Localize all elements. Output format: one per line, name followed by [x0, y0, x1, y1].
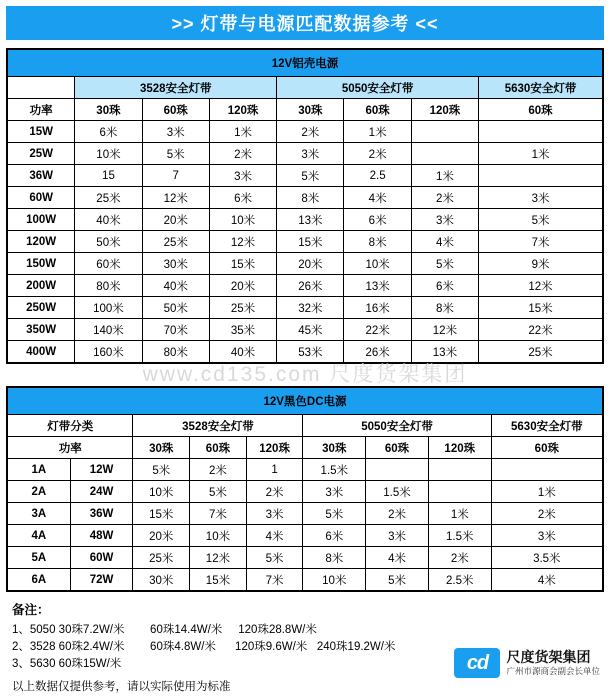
cell: 25米 — [133, 547, 190, 569]
cell: 45米 — [277, 319, 344, 341]
row-label-current: 3A — [8, 503, 71, 525]
cell: 12米 — [142, 187, 209, 209]
row-label: 150W — [8, 253, 75, 275]
col-header-3528-120: 120珠 — [209, 99, 276, 121]
cell: 5米 — [479, 209, 603, 231]
power-match-table-aluminum — [7, 49, 603, 363]
row-label-current: 2A — [8, 481, 71, 503]
col-header-5050-120: 120珠 — [411, 99, 478, 121]
cell: 40米 — [75, 209, 142, 231]
section-title-aluminum: 12V铝壳电源 — [8, 50, 603, 77]
col-header-power: 功率 — [8, 437, 133, 459]
cell: 6米 — [75, 121, 142, 143]
section-header-row — [8, 388, 603, 415]
cell: 50米 — [142, 297, 209, 319]
table-row — [8, 481, 603, 503]
cell: 3米 — [491, 525, 602, 547]
group-5050: 5050安全灯带 — [303, 415, 491, 437]
cell: 3米 — [277, 143, 344, 165]
col-header-3528-60: 60珠 — [142, 99, 209, 121]
cell: 80米 — [142, 341, 209, 363]
table-row — [8, 319, 603, 341]
cell: 15米 — [209, 253, 276, 275]
group-5630: 5630安全灯带 — [491, 415, 602, 437]
table-row — [8, 297, 603, 319]
cell: 30米 — [133, 569, 190, 591]
table-row — [8, 209, 603, 231]
cell: 70米 — [142, 319, 209, 341]
row-label: 100W — [8, 209, 75, 231]
row-label-current: 5A — [8, 547, 71, 569]
cell: 5米 — [190, 481, 247, 503]
cell: 60米 — [75, 253, 142, 275]
cell: 3米 — [366, 525, 429, 547]
cell: 2米 — [209, 143, 276, 165]
cell: 2.5米 — [428, 569, 491, 591]
note-disclaimer: 以上数据仅提供参考，请以实际使用为标准 — [12, 681, 231, 693]
note-line-1: 1、5050 30珠7.2W/米 60珠14.4W/米 120珠28.8W/米 — [12, 624, 317, 636]
cell: 40米 — [142, 275, 209, 297]
cell: 6米 — [209, 187, 276, 209]
cell: 20米 — [133, 525, 190, 547]
group-3528: 3528安全灯带 — [75, 77, 277, 99]
cell: 80米 — [75, 275, 142, 297]
cell: 20米 — [209, 275, 276, 297]
cell: 1.5米 — [303, 459, 366, 481]
col-header-5630-60: 60珠 — [491, 437, 602, 459]
col-header-5050-30: 30珠 — [303, 437, 366, 459]
cell: 22米 — [344, 319, 411, 341]
col-header-5050-30: 30珠 — [277, 99, 344, 121]
cell: 7米 — [190, 503, 247, 525]
column-header-row — [8, 99, 603, 121]
cell: 5米 — [303, 503, 366, 525]
cell: 10米 — [209, 209, 276, 231]
table-block-aluminum — [6, 48, 604, 364]
power-match-table-dc — [7, 387, 603, 591]
cell: 6米 — [303, 525, 366, 547]
cell: 8米 — [344, 231, 411, 253]
cell: 7 — [142, 165, 209, 187]
table-row — [8, 121, 603, 143]
cell: 1 — [246, 459, 303, 481]
note-line-3: 3、5630 60珠15W/米 — [12, 658, 122, 670]
row-label-power: 60W — [70, 547, 133, 569]
table-row — [8, 231, 603, 253]
row-label-power: 36W — [70, 503, 133, 525]
table-row — [8, 547, 603, 569]
logo-company-sub: 广州市源商会副会长单位 — [506, 666, 600, 676]
cell: 4米 — [411, 231, 478, 253]
row-label: 120W — [8, 231, 75, 253]
cell: 8米 — [303, 547, 366, 569]
notes-label: 备注： — [12, 603, 50, 617]
cell: 2米 — [277, 121, 344, 143]
cell: 9米 — [479, 253, 603, 275]
cell: 4米 — [246, 525, 303, 547]
cell: 5米 — [277, 165, 344, 187]
cell — [366, 459, 429, 481]
cell: 4米 — [344, 187, 411, 209]
row-label-power: 12W — [70, 459, 133, 481]
logo-text — [506, 649, 600, 677]
table-block-dc — [6, 386, 604, 592]
cell: 4米 — [366, 547, 429, 569]
table-row — [8, 459, 603, 481]
cell: 5米 — [246, 547, 303, 569]
cell: 1米 — [428, 503, 491, 525]
cell: 12米 — [479, 275, 603, 297]
row-label-power: 24W — [70, 481, 133, 503]
logo-mark-icon: cd — [454, 648, 500, 678]
cell: 25米 — [142, 231, 209, 253]
cell — [479, 165, 603, 187]
cell: 26米 — [344, 341, 411, 363]
cell: 1米 — [344, 121, 411, 143]
group-corner-cell — [8, 77, 75, 99]
page-root — [0, 6, 610, 693]
col-header-3528-60: 60珠 — [190, 437, 247, 459]
cell: 2米 — [190, 459, 247, 481]
table-row — [8, 187, 603, 209]
cell: 13米 — [411, 341, 478, 363]
logo-company-name: 尺度货架集团 — [506, 649, 591, 665]
cell: 20米 — [142, 209, 209, 231]
note-line-2: 2、3528 60珠2.4W/米 60珠4.8W/米 120珠9.6W/米 240珠19.2W/米 — [12, 641, 396, 653]
col-header-3528-30: 30珠 — [133, 437, 190, 459]
cell: 32米 — [277, 297, 344, 319]
row-label: 400W — [8, 341, 75, 363]
cell: 16米 — [344, 297, 411, 319]
cell: 2.5 — [344, 165, 411, 187]
table-row — [8, 143, 603, 165]
cell: 15米 — [133, 503, 190, 525]
cell: 2米 — [366, 503, 429, 525]
cell: 8米 — [411, 297, 478, 319]
cell: 10米 — [75, 143, 142, 165]
cell: 2米 — [344, 143, 411, 165]
category-label: 灯带分类 — [8, 415, 133, 437]
cell: 15米 — [479, 297, 603, 319]
cell — [428, 459, 491, 481]
cell: 12米 — [209, 231, 276, 253]
row-label-power: 72W — [70, 569, 133, 591]
cell — [428, 481, 491, 503]
table-row — [8, 253, 603, 275]
cell: 25米 — [479, 341, 603, 363]
cell: 5米 — [133, 459, 190, 481]
cell: 10米 — [303, 569, 366, 591]
col-header-5050-60: 60珠 — [344, 99, 411, 121]
cell: 1米 — [411, 165, 478, 187]
row-label: 350W — [8, 319, 75, 341]
table-row — [8, 525, 603, 547]
cell: 25米 — [75, 187, 142, 209]
cell: 6米 — [411, 275, 478, 297]
cell: 5米 — [366, 569, 429, 591]
cell: 13米 — [277, 209, 344, 231]
cell: 3米 — [479, 187, 603, 209]
watermark: www.cd135.com 尺度货架集团 — [142, 363, 468, 386]
cell: 3米 — [246, 503, 303, 525]
row-label: 60W — [8, 187, 75, 209]
cell: 30米 — [142, 253, 209, 275]
col-header-5050-60: 60珠 — [366, 437, 429, 459]
cell — [411, 121, 478, 143]
cell: 10米 — [133, 481, 190, 503]
table-row — [8, 503, 603, 525]
cell: 140米 — [75, 319, 142, 341]
row-label: 15W — [8, 121, 75, 143]
cell: 7米 — [479, 231, 603, 253]
table-row — [8, 341, 603, 363]
cell: 10米 — [190, 525, 247, 547]
row-label-current: 6A — [8, 569, 71, 591]
row-label: 36W — [8, 165, 75, 187]
cell — [491, 459, 602, 481]
cell: 2米 — [411, 187, 478, 209]
cell: 7米 — [246, 569, 303, 591]
cell: 1.5米 — [428, 525, 491, 547]
cell: 3米 — [142, 121, 209, 143]
cell: 8米 — [277, 187, 344, 209]
row-label: 200W — [8, 275, 75, 297]
cell: 1米 — [209, 121, 276, 143]
cell: 50米 — [75, 231, 142, 253]
cell: 3.5米 — [491, 547, 602, 569]
page-title: >> 灯带与电源匹配数据参考 << — [6, 6, 604, 40]
cell: 26米 — [277, 275, 344, 297]
cell: 3米 — [209, 165, 276, 187]
row-label-power: 48W — [70, 525, 133, 547]
cell: 25米 — [209, 297, 276, 319]
row-label-current: 1A — [8, 459, 71, 481]
cell: 22米 — [479, 319, 603, 341]
cell: 5米 — [142, 143, 209, 165]
cell: 100米 — [75, 297, 142, 319]
cell: 1米 — [491, 481, 602, 503]
cell: 2米 — [428, 547, 491, 569]
cell: 15米 — [277, 231, 344, 253]
cell: 2米 — [491, 503, 602, 525]
cell: 3米 — [411, 209, 478, 231]
table-row — [8, 569, 603, 591]
col-header-5630-60: 60珠 — [479, 99, 603, 121]
row-label: 25W — [8, 143, 75, 165]
group-header-row — [8, 77, 603, 99]
cell: 6米 — [344, 209, 411, 231]
col-header-5050-120: 120珠 — [428, 437, 491, 459]
cell — [411, 143, 478, 165]
cell: 35米 — [209, 319, 276, 341]
cell: 10米 — [344, 253, 411, 275]
cell: 5米 — [411, 253, 478, 275]
col-header-3528-30: 30珠 — [75, 99, 142, 121]
table-row — [8, 165, 603, 187]
cell: 4米 — [491, 569, 602, 591]
cell: 13米 — [344, 275, 411, 297]
group-header-row — [8, 415, 603, 437]
section-title-dc: 12V黑色DC电源 — [8, 388, 603, 415]
column-header-row — [8, 437, 603, 459]
cell: 3米 — [303, 481, 366, 503]
cell: 1.5米 — [366, 481, 429, 503]
col-header-power: 功率 — [8, 99, 75, 121]
cell: 160米 — [75, 341, 142, 363]
cell: 53米 — [277, 341, 344, 363]
cell: 15米 — [190, 569, 247, 591]
group-5050: 5050安全灯带 — [277, 77, 479, 99]
group-5630: 5630安全灯带 — [479, 77, 603, 99]
cell: 1米 — [479, 143, 603, 165]
row-label: 250W — [8, 297, 75, 319]
col-header-3528-120: 120珠 — [246, 437, 303, 459]
table-row — [8, 275, 603, 297]
cell: 40米 — [209, 341, 276, 363]
company-logo — [454, 648, 600, 678]
cell: 12米 — [190, 547, 247, 569]
cell: 12米 — [411, 319, 478, 341]
row-label-current: 4A — [8, 525, 71, 547]
cell — [479, 121, 603, 143]
cell: 15 — [75, 165, 142, 187]
section-header-row — [8, 50, 603, 77]
cell: 20米 — [277, 253, 344, 275]
group-3528: 3528安全灯带 — [133, 415, 303, 437]
cell: 2米 — [246, 481, 303, 503]
